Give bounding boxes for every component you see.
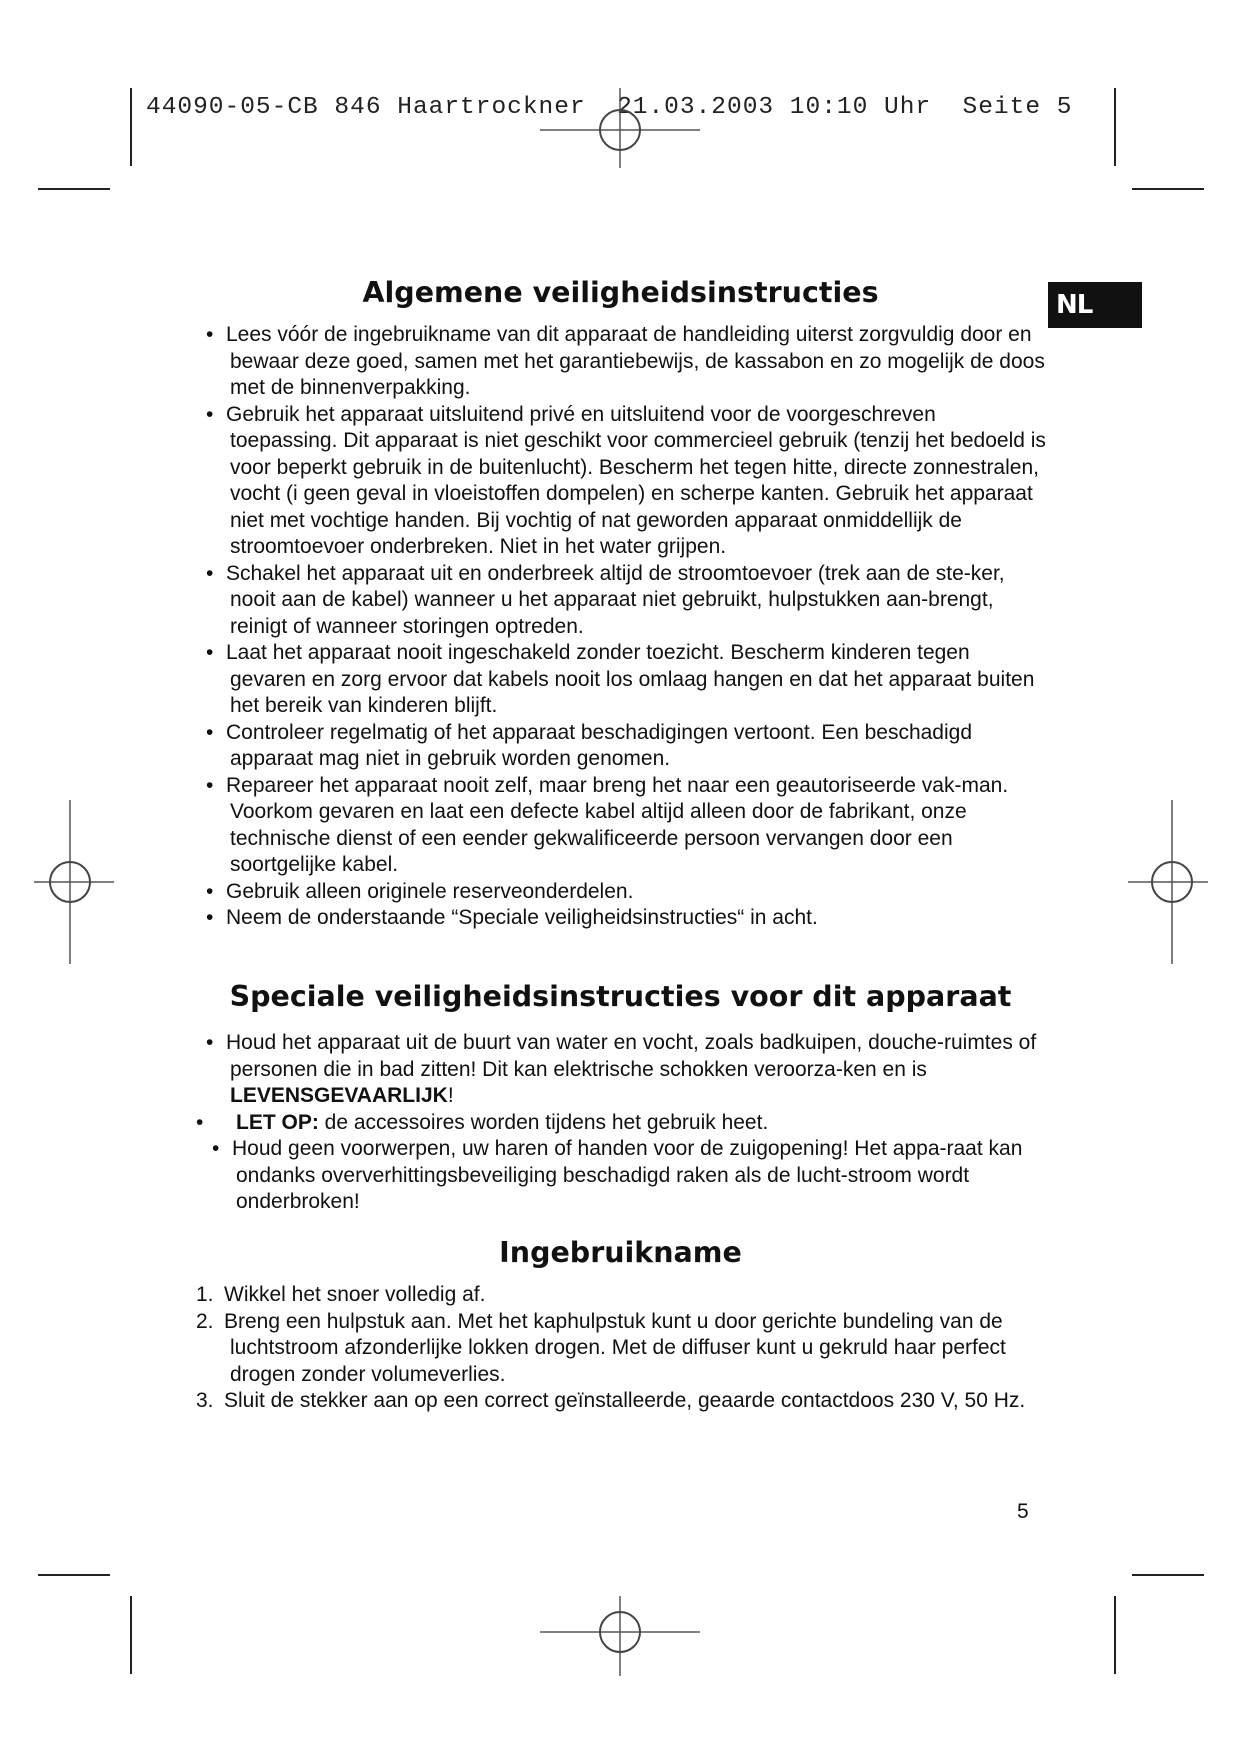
- caution-label: LET OP:: [236, 1110, 319, 1134]
- special-safety-list: [196, 1030, 1046, 1216]
- list-item: • Gebruik alleen originele reserveonderdelen.: [206, 879, 634, 903]
- list-item: • Gebruik het apparaat uitsluitend privé en uitsluitend voor de voorgeschreven toepassing. Dit apparaat is niet geschikt voor commercieel gebruik (tenzij het bedoeld is voor beperkt gebruik in de buitenlucht). Bescherm het tegen hitte, directe zonnestralen, vocht (i geen geval in vloeistoffen dompelen) en scherpe kanten. Gebruik het apparaat niet met vochtige handen. Bij vochtig of nat geworden apparaat onmiddellijk de stroomtoevoer onderbreken. Niet in het water grijpen.: [206, 402, 1046, 558]
- list-item: • Laat het apparaat nooit ingeschakeld zonder toezicht. Bescherm kinderen tegen gevaren en zorg ervoor dat kabels nooit los omlaag hangen en dat het apparaat buiten het bereik van kinderen blijft.: [206, 641, 1035, 717]
- print-slug: 44090-05-CB 846 Haartrockner 21.03.2003 10:10 Uhr Seite 5: [146, 94, 1073, 121]
- crop-mark: [1114, 88, 1116, 166]
- list-item: • Controleer regelmatig of het apparaat beschadigingen vertoont. Een beschadigd apparaat mag niet in gebruik worden genomen.: [206, 720, 973, 770]
- section-title-special-safety: Speciale veiligheidsinstructies voor dit apparaat: [229, 980, 1012, 1013]
- registration-mark-icon: [30, 800, 114, 964]
- language-badge: NL: [1048, 282, 1142, 328]
- list-item: • LET OP: de accessoires worden tijdens het gebruik heet.: [196, 1110, 769, 1134]
- registration-mark-icon: [1128, 800, 1212, 964]
- general-safety-list: [196, 322, 1046, 932]
- registration-mark-icon: [540, 88, 700, 168]
- list-item: 2. Breng een hulpstuk aan. Met het kaphulpstuk kunt u door gerichte bundeling van de luchtstroom afzonderlijke lokken drogen. Met de diffuser kunt u gekruld haar perfect drogen zonder volumeverlies.: [196, 1309, 1006, 1386]
- list-item: • Lees vóór de ingebruikname van dit apparaat de handleiding uiterst zorgvuldig door en bewaar deze goed, samen met het garantiebewijs, de kassabon en zo mogelijk de doos met de binnenverpakking.: [206, 323, 1045, 399]
- crop-mark: [38, 188, 110, 190]
- list-item: • Houd geen voorwerpen, uw haren of handen voor de zuigopening! Het appa-raat kan ondanks oververhittingsbeveiliging beschadigd raken als de lucht-stroom wordt onderbroken!: [212, 1137, 1023, 1213]
- crop-mark: [38, 1574, 110, 1576]
- list-item: • Houd het apparaat uit de buurt van water en vocht, zoals badkuipen, douche-ruimtes of personen die in bad zitten! Dit kan elektrische schokken veroorza-ken en is LEVENSGEVAARLIJK!: [206, 1031, 1037, 1107]
- list-item: • Schakel het apparaat uit en onderbreek altijd de stroomtoevoer (trek aan de ste-ker, nooit aan de kabel) wanneer u het apparaat niet gebruikt, hulpstukken aan-brengt, reinigt of wanneer storingen optreden.: [206, 561, 1005, 638]
- list-item: • Neem de onderstaande “Speciale veiligheidsinstructies“ in acht.: [206, 906, 818, 929]
- page-number: 5: [1017, 1500, 1029, 1523]
- crop-mark: [130, 88, 132, 166]
- crop-mark: [130, 1596, 132, 1674]
- list-item: • Repareer het apparaat nooit zelf, maar breng het naar een geautoriseerde vak-man. Voorkom gevaren en laat een defecte kabel altijd alleen door de fabrikant, onze technische dienst of een eender gekwalificeerde persoon vervangen door een soortgelijke kabel.: [206, 773, 1009, 876]
- crop-mark: [1114, 1596, 1116, 1674]
- first-use-steps: [196, 1282, 1046, 1415]
- registration-mark-icon: [540, 1596, 700, 1676]
- list-item: 1. Wikkel het snoer volledig af.: [196, 1283, 486, 1306]
- section-title-first-use: Ingebruikname: [499, 1236, 742, 1269]
- warning-text: LEVENSGEVAARLIJK: [230, 1084, 448, 1107]
- crop-mark: [1132, 188, 1204, 190]
- list-item: 3. Sluit de stekker aan op een correct geïnstalleerde, geaarde contactdoos 230 V, 50 Hz.: [196, 1389, 1026, 1412]
- section-title-general-safety: Algemene veiligheidsinstructies: [362, 276, 879, 309]
- crop-mark: [1132, 1574, 1204, 1576]
